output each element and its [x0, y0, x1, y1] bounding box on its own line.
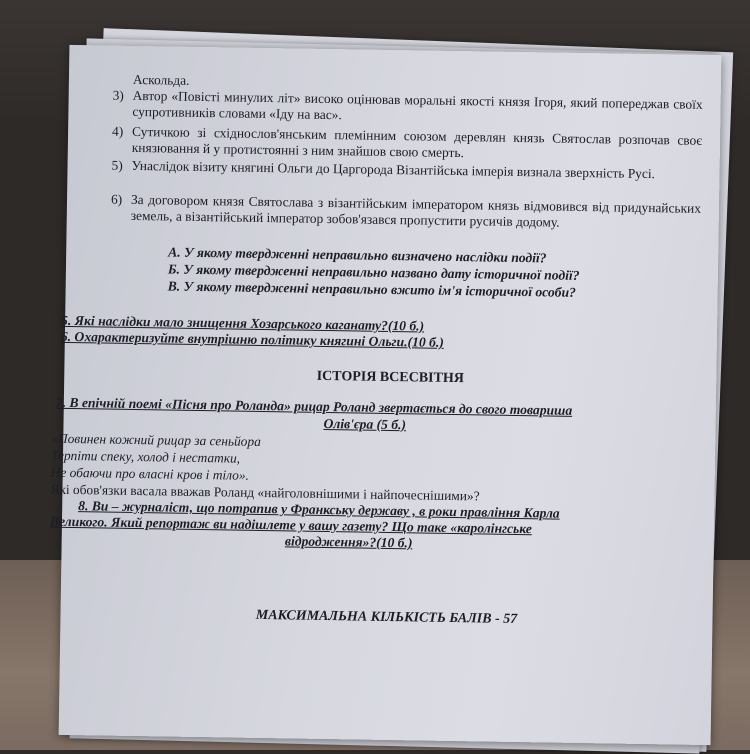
list-item-text: Унаслідок візиту княгині Ольги до Царгорода Візантійська імперія визнала зверхність Русі.: [131, 157, 656, 182]
list-item-number: 4): [111, 123, 124, 139]
list-item-number: 3): [112, 87, 124, 103]
option-b: Б. У якому твердженні неправильно названо дату історичної події?: [167, 261, 580, 283]
option-a: А. У якому твердженні неправильно визначено наслідки події?: [168, 244, 547, 266]
exam-paper: [49, 45, 722, 745]
poem-line: Терпіти спеку, холод і нестатки,: [50, 447, 241, 466]
list-item-number: 6): [110, 191, 123, 207]
option-c: В. У якому твердженні неправильно вжито ім'я історичної особи?: [167, 278, 577, 300]
list-item: [112, 87, 703, 122]
question-8-line: 8. Ви – журналіст, що потрапив у Франкську державу , в роки правління Карла: [78, 498, 560, 521]
list-item-text: Автор «Повісті минулих літ» високо оцінював моральні якості князя Ігоря, який попереджав своїх супротивників словами «Іду на вас».: [132, 87, 703, 122]
list-item-number: 5): [111, 157, 123, 173]
question-5: 5. Які наслідки мало знищення Хозарського каганату?(10 б.): [61, 312, 425, 334]
question-7-prompt: Які обов'язки васала вважав Роланд «найголовнішими і найпочеснішими»?: [50, 481, 480, 504]
document-content: [49, 45, 722, 745]
list-item: [110, 191, 702, 230]
question-8-line: відродження»?(10 б.): [284, 533, 413, 551]
list-item-text: За договором князя Святослава з візантійським імператором князь відмовився від придунайських земель, а візантійський імператор зобов'язався пропустити русичів додому.: [130, 191, 702, 230]
section-title: ІСТОРІЯ ВСЕСВІТНЯ: [316, 368, 464, 387]
list-item-text: Сутичкою зі східнослов'янським племінним союзом деревлян князь Святослав розпочав своє князювання й у протистоянні з ним знайшов свою смерть.: [131, 123, 703, 160]
poem-line: «Повинен кожний рицар за сеньйора: [51, 430, 261, 449]
poem-line: Не обаючи про власні кров і тіло».: [50, 464, 250, 483]
question-6: 6. Охарактеризуйте внутрішню політику княгині Ольги.(10 б.): [60, 328, 444, 350]
question-8: [50, 498, 649, 555]
question-7-continuation: Олів'єра (5 б.): [323, 415, 407, 433]
question-7: 7. В епічній поемі «Пісня про Роланда» рицар Роланд звертається до свого товариша: [55, 394, 573, 418]
intro-tail: Аскольда.: [132, 71, 190, 88]
max-score: МАКСИМАЛЬНА КІЛЬКІСТЬ БАЛІВ - 57: [255, 607, 518, 628]
question-8-line: Великого. Який репортаж ви надішлете у вашу газету? Що таке «каролінгське: [49, 513, 532, 537]
